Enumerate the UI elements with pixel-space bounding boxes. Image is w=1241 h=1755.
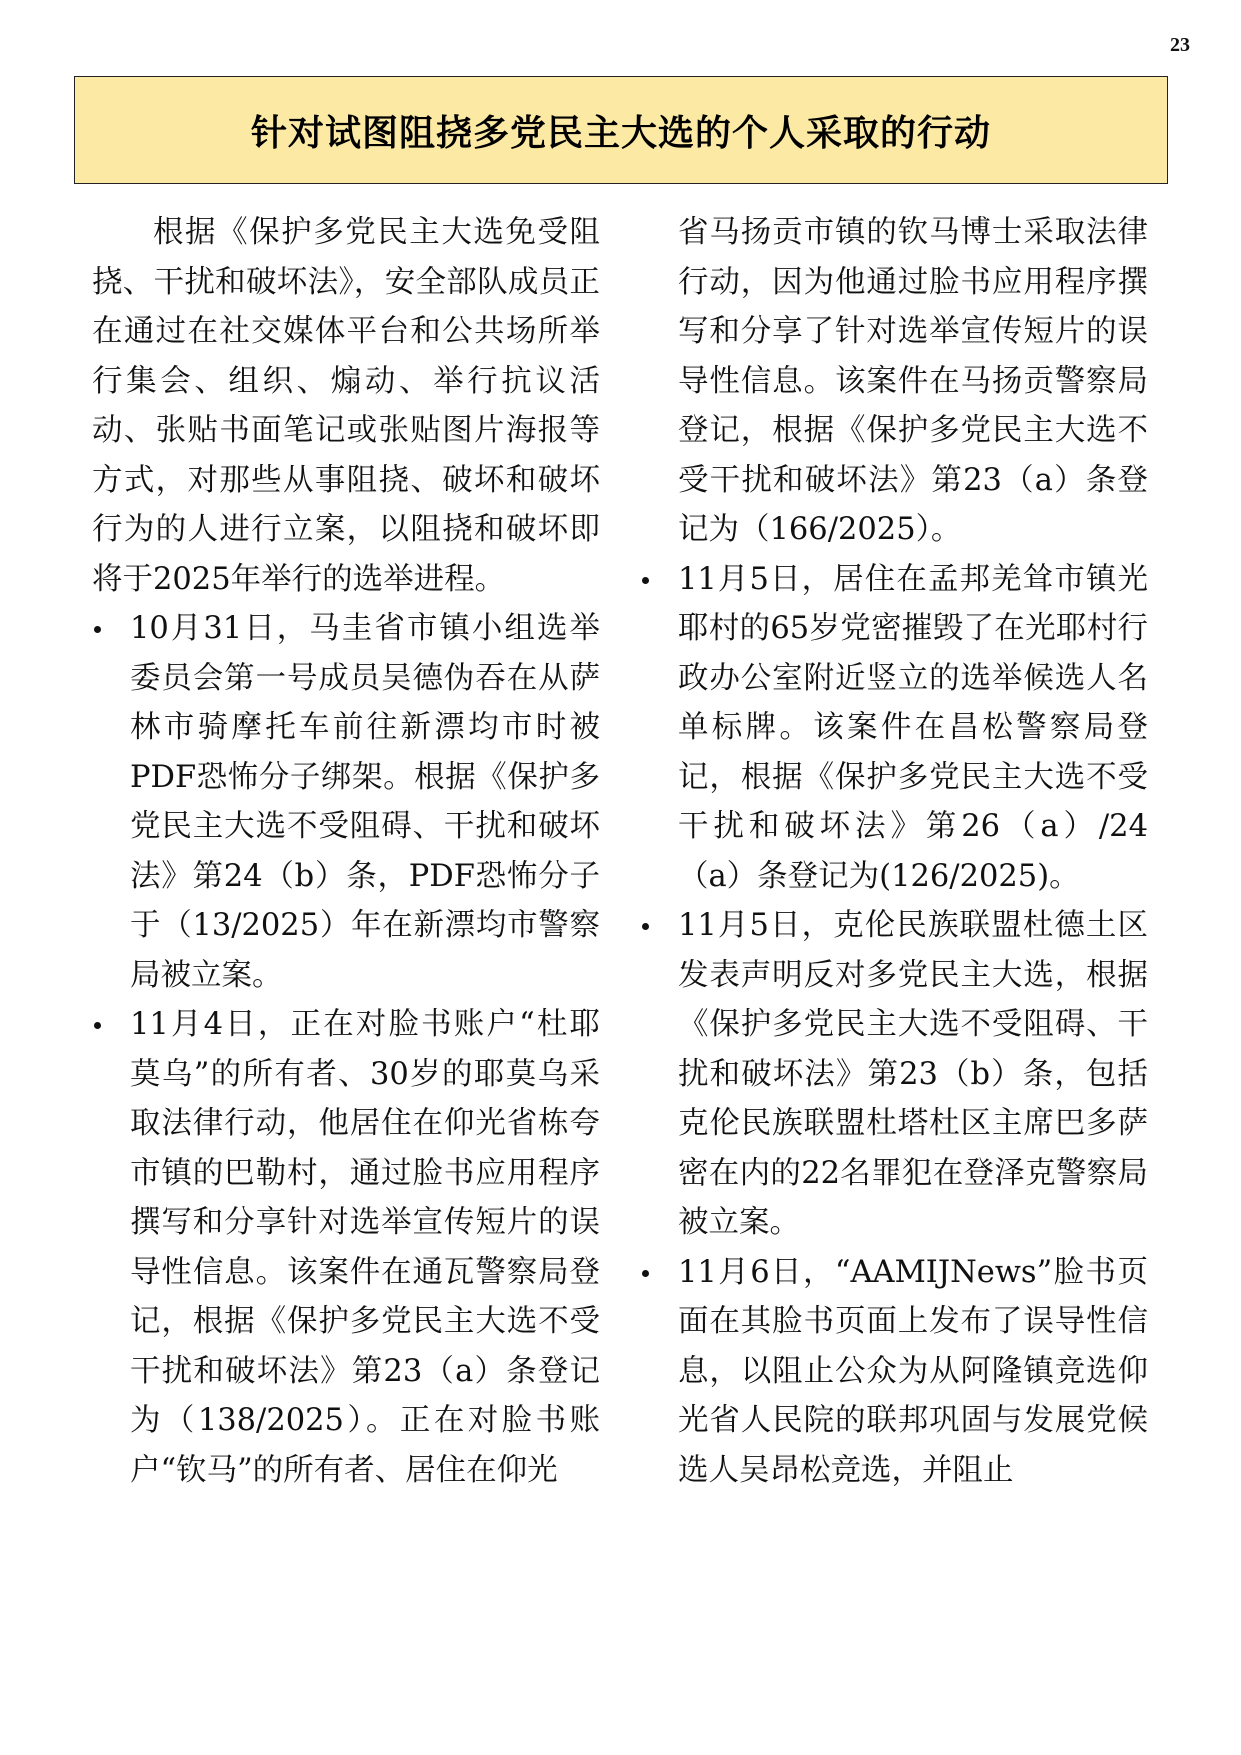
list-item — [92, 604, 600, 1000]
bullet-icon — [94, 626, 101, 633]
bullet-icon — [642, 1270, 649, 1277]
page-title: 针对试图阻挠多党民主大选的个人采取的行动 — [250, 112, 991, 154]
page-number: 23 — [1170, 34, 1190, 56]
left-bullet-list — [92, 604, 600, 1495]
list-item-text: 10月31日，马圭省市镇小组选举委员会第一号成员吴德伪吞在从萨林市骑摩托车前往新漂均市时被PDF恐怖分子绑架。根据《保护多党民主大选不受阻碍、干扰和破坏法》第24（b）条，PDF恐怖分子于（13/2025）年在新漂均市警察局被立案。 — [130, 611, 600, 993]
list-item-text: 11月6日，“AAMIJNews”脸书页面在其脸书页面上发布了误导性信息，以阻止公众为从阿隆镇竞选仰光省人民院的联邦巩固与发展党候选人吴昂松竞选，并阻止 — [678, 1254, 1148, 1488]
bullet-icon — [642, 577, 649, 584]
intro-paragraph: 根据《保护多党民主大选免受阻挠、干扰和破坏法》，安全部队成员正在通过在社交媒体平台和公共场所举行集会、组织、煽动、举行抗议活动、张贴书面笔记或张贴图片海报等方式，对那些从事阻挠、破坏和破坏行为的人进行立案，以阻挠和破坏即将于2025年举行的选举进程。 — [92, 215, 600, 597]
left-column — [92, 208, 600, 1495]
bullet-icon — [642, 923, 649, 930]
right-column — [640, 208, 1148, 1495]
right-bullet-list — [640, 555, 1148, 1496]
continued-item-text: 省马扬贡市镇的钦马博士采取法律行动，因为他通过脸书应用程序撰写和分享了针对选举宣传短片的误导性信息。该案件在马扬贡警察局登记，根据《保护多党民主大选不受干扰和破坏法》第23（a）条登记为（166/2025）。 — [678, 215, 1148, 547]
list-item-text: 11月4日，正在对脸书账户“杜耶莫乌”的所有者、30岁的耶莫乌采取法律行动，他居住在仰光省栋夸市镇的巴勒村，通过脸书应用程序撰写和分享针对选举宣传短片的误导性信息。该案件在通瓦警察局登记，根据《保护多党民主大选不受干扰和破坏法》第23（a）条登记为（138/2025）。正在对脸书账户“钦马”的所有者、居住在仰光 — [130, 1007, 600, 1488]
list-item-text: 11月5日，居住在孟邦羌耸市镇光耶村的65岁党密摧毁了在光耶村行政办公室附近竖立的选举候选人名单标牌。该案件在昌松警察局登记，根据《保护多党民主大选不受干扰和破坏法》第26（a）/24（a）条登记为(126/2025)。 — [678, 561, 1148, 894]
list-item-text: 11月5日，克伦民族联盟杜德土区发表声明反对多党民主大选，根据《保护多党民主大选不受阻碍、干扰和破坏法》第23（b）条，包括克伦民族联盟杜塔杜区主席巴多萨密在内的22名罪犯在登泽克警察局被立案。 — [678, 908, 1148, 1240]
title-banner — [74, 76, 1168, 184]
list-item — [640, 555, 1148, 902]
list-item — [640, 901, 1148, 1248]
list-item — [92, 1000, 600, 1495]
list-item — [640, 1248, 1148, 1496]
bullet-icon — [94, 1022, 101, 1029]
